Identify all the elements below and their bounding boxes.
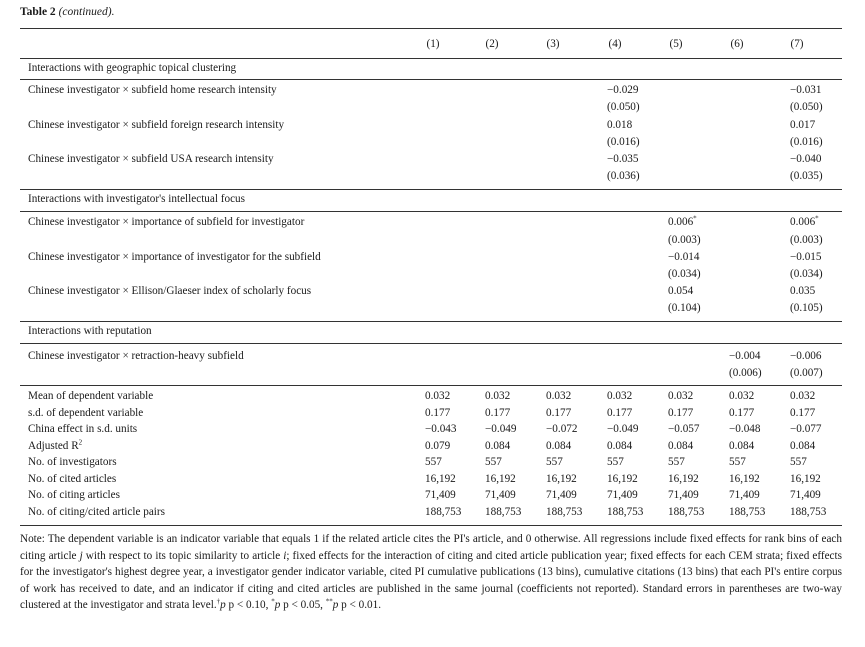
- section-heading: [0, 325, 865, 340]
- cell-coef: −0.035: [607, 153, 639, 165]
- cell-se: (0.034): [668, 268, 701, 280]
- table-row-se: [0, 234, 865, 249]
- row-label: Chinese investigator × subfield home research intensity: [28, 84, 277, 96]
- row-label: Chinese investigator × retraction-heavy subfield: [28, 350, 244, 362]
- column-header-4: (4): [608, 38, 622, 50]
- column-header-7: (7): [790, 38, 804, 50]
- stats-label: No. of citing/cited article pairs: [28, 505, 165, 518]
- cell-coef: −0.040: [790, 153, 822, 165]
- stats-value: −0.048: [729, 423, 761, 435]
- column-header-row: [0, 38, 865, 53]
- stats-value: 0.084: [485, 439, 511, 452]
- cell-se: (0.036): [607, 170, 640, 182]
- stats-rule: [20, 385, 842, 386]
- stats-value: −0.049: [485, 423, 517, 435]
- section-rule: [20, 211, 842, 212]
- stats-value: 71,409: [607, 489, 638, 501]
- cell-coef: −0.015: [790, 251, 822, 263]
- stats-value: 0.032: [425, 390, 451, 402]
- stats-value: 188,753: [485, 505, 522, 518]
- table-row: [0, 216, 865, 231]
- stats-value: 188,753: [607, 505, 644, 518]
- stats-value: 557: [425, 456, 442, 468]
- header-rule: [20, 58, 842, 59]
- stats-label: China effect in s.d. units: [28, 423, 138, 435]
- stats-value: 0.079: [425, 439, 451, 452]
- table-row-se: [0, 367, 865, 382]
- cell-se: (0.006): [729, 367, 762, 379]
- stats-value: 16,192: [546, 472, 577, 485]
- table-row-se: [0, 170, 865, 185]
- stats-value: 71,409: [485, 489, 516, 501]
- stats-value: 557: [790, 456, 807, 468]
- column-header-2: (2): [485, 38, 499, 50]
- stats-value: 0.032: [485, 390, 511, 402]
- cell-se: (0.007): [790, 367, 823, 379]
- cell-coef: 0.035: [790, 285, 816, 297]
- stats-value: 0.177: [729, 406, 755, 419]
- column-header-1: (1): [426, 38, 440, 50]
- stats-value: 188,753: [790, 505, 827, 518]
- cell-se: (0.003): [668, 234, 701, 246]
- table-title-label: Table 2: [20, 6, 56, 18]
- cell-coef: 0.018: [607, 119, 633, 131]
- cell-se: (0.035): [790, 170, 823, 182]
- stats-row: [0, 489, 865, 504]
- row-label: Chinese investigator × subfield foreign research intensity: [28, 119, 285, 131]
- stats-value: −0.077: [790, 423, 822, 435]
- column-header-3: (3): [546, 38, 560, 50]
- stats-value: −0.043: [425, 423, 457, 435]
- row-label: Chinese investigator × importance of investigator for the subfield: [28, 251, 321, 263]
- cell-coef: 0.054: [668, 285, 694, 297]
- section-rule: [20, 79, 842, 80]
- section-rule: [20, 343, 842, 344]
- section-heading-text: Interactions with geographic topical clustering: [28, 62, 237, 74]
- table-row-se: [0, 268, 865, 283]
- stats-row: [0, 437, 865, 455]
- column-header-5: (5): [669, 38, 683, 50]
- stats-value: 557: [607, 456, 624, 468]
- section-heading-text: Interactions with investigator's intellectual focus: [28, 193, 246, 205]
- stats-label: No. of citing articles: [28, 489, 120, 501]
- stats-value: 16,192: [790, 472, 821, 485]
- stats-label: No. of investigators: [28, 456, 117, 468]
- table-row: [0, 119, 865, 134]
- section-heading: [0, 62, 865, 77]
- table-row: [0, 84, 865, 99]
- stats-row: [0, 456, 865, 471]
- stats-value: 188,753: [425, 505, 462, 518]
- stats-value: 0.084: [607, 439, 633, 452]
- stats-value: 0.032: [546, 390, 572, 402]
- stats-value: 16,192: [668, 472, 699, 485]
- cell-se: (0.016): [790, 136, 823, 148]
- stats-value: 0.084: [668, 439, 694, 452]
- stats-value: 71,409: [546, 489, 577, 501]
- stats-value: 0.032: [668, 390, 694, 402]
- table-row-se: [0, 302, 865, 317]
- section-rule: [20, 189, 842, 190]
- bottom-rule: [20, 525, 842, 526]
- stats-label: s.d. of dependent variable: [28, 406, 144, 419]
- row-label: Chinese investigator × subfield USA research intensity: [28, 153, 274, 165]
- cell-se: (0.003): [790, 234, 823, 246]
- cell-se: (0.050): [607, 101, 640, 113]
- stats-value: 0.177: [668, 406, 694, 419]
- stats-label: Mean of dependent variable: [28, 390, 154, 402]
- cell-coef: 0.017: [790, 119, 816, 131]
- table-row: [0, 350, 865, 365]
- cell-se: (0.105): [790, 302, 823, 314]
- table-row-se: [0, 136, 865, 151]
- row-label: Chinese investigator × Ellison/Glaeser index of scholarly focus: [28, 285, 312, 297]
- stats-value: 0.032: [729, 390, 755, 402]
- stats-row: [0, 506, 865, 521]
- table-title: [20, 6, 114, 18]
- table-row: [0, 251, 865, 266]
- stats-row: [0, 390, 865, 405]
- section-heading: [0, 193, 865, 208]
- stats-value: 16,192: [729, 472, 760, 485]
- stats-value: 0.084: [790, 439, 816, 452]
- row-label: Chinese investigator × importance of subfield for investigator: [28, 216, 305, 228]
- stats-row: [0, 473, 865, 488]
- cell-coef: −0.006: [790, 350, 822, 362]
- stats-value: 16,192: [425, 472, 456, 485]
- stats-value: −0.049: [607, 423, 639, 435]
- stats-value: 71,409: [425, 489, 456, 501]
- top-rule: [20, 28, 842, 29]
- stats-value: 0.177: [790, 406, 816, 419]
- stats-row: [0, 423, 865, 438]
- stats-value: 0.177: [425, 406, 451, 419]
- stats-value: 71,409: [668, 489, 699, 501]
- cell-se: (0.104): [668, 302, 701, 314]
- stats-value: −0.057: [668, 423, 700, 435]
- stats-value: 71,409: [790, 489, 821, 501]
- stats-value: 16,192: [485, 472, 516, 485]
- cell-se: (0.016): [607, 136, 640, 148]
- stats-value: 16,192: [607, 472, 638, 485]
- stats-value: 557: [729, 456, 746, 468]
- cell-coef: 0.006*: [668, 214, 697, 228]
- stats-value: 557: [668, 456, 685, 468]
- stats-value: 188,753: [729, 505, 766, 518]
- cell-coef: −0.031: [790, 84, 822, 96]
- section-heading-text: Interactions with reputation: [28, 325, 152, 337]
- table-row-se: [0, 101, 865, 116]
- cell-se: (0.034): [790, 268, 823, 280]
- cell-coef: −0.014: [668, 251, 700, 263]
- table-row: [0, 153, 865, 168]
- stats-value: 0.084: [729, 439, 755, 452]
- stats-value: 557: [546, 456, 563, 468]
- stats-value: 0.177: [485, 406, 511, 419]
- stats-value: 188,753: [546, 505, 583, 518]
- stats-value: 71,409: [729, 489, 760, 501]
- stats-value: 0.032: [790, 390, 816, 402]
- stats-value: 0.177: [546, 406, 572, 419]
- stats-label: Adjusted $R^2$: [28, 437, 83, 452]
- table-note: Note: The dependent variable is an indicator variable that equals 1 if the related article cites the PI's article, and 0 otherwise. All regressions include fixed effects for rank bins of each citing article j with respect to its topic similarity to article i; fixed effects for the interaction of citing and cited article publication year; fixed effects for each CEM strata; fixed effects for the investigator's highest degree year, a investigator gender indicator variable, cited PI cumulative publications (13 bins), cumulative citations (13 bins) that each PI's entire corpus of work has received to date, and an indicator if citing and cited articles are published in the same journal (coefficients not reported). Standard errors in parentheses are two-way clustered at the investigator and strata level.†p p < 0.10, *p p < 0.05, **p p < 0.01.: [20, 533, 842, 611]
- section-rule: [20, 321, 842, 322]
- cell-coef: −0.004: [729, 350, 761, 362]
- column-header-6: (6): [730, 38, 744, 50]
- stats-value: 0.032: [607, 390, 633, 402]
- stats-value: 0.084: [546, 439, 572, 452]
- stats-value: 557: [485, 456, 502, 468]
- table-title-continued: (continued).: [58, 6, 115, 18]
- stats-value: −0.072: [546, 423, 578, 435]
- cell-coef: 0.006*: [790, 214, 819, 228]
- stats-label: No. of cited articles: [28, 472, 117, 485]
- cell-coef: −0.029: [607, 84, 639, 96]
- stats-value: 188,753: [668, 505, 705, 518]
- stats-row: [0, 407, 865, 422]
- cell-se: (0.050): [790, 101, 823, 113]
- table-row: [0, 285, 865, 300]
- stats-value: 0.177: [607, 406, 633, 419]
